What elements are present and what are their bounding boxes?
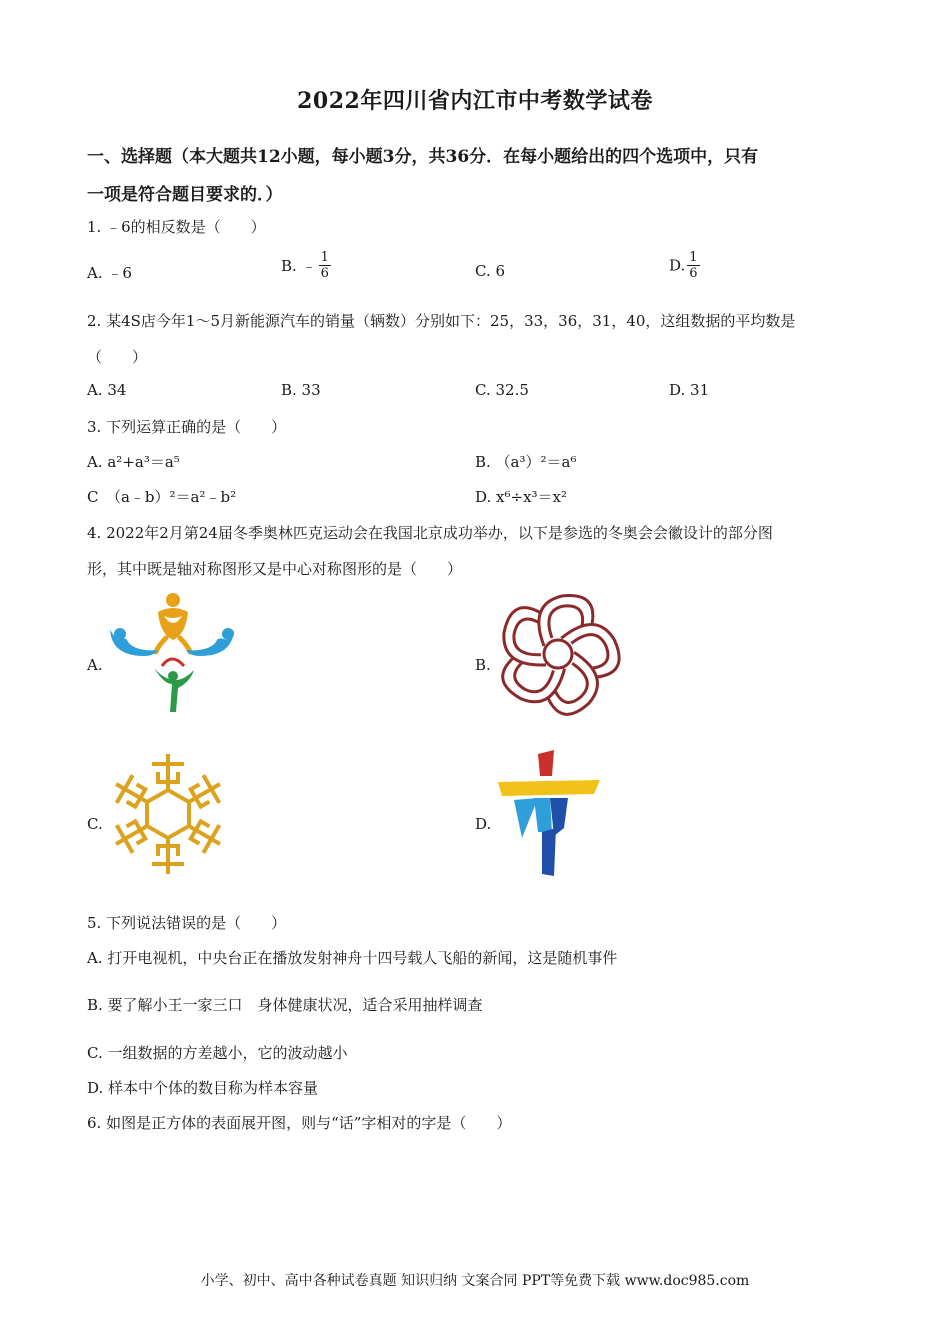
question-3-option-b: B. （a³）²＝a⁶ bbox=[475, 453, 577, 471]
question-1-option-d bbox=[669, 250, 700, 281]
page-footer: 小学、初中、高中各种试卷真题 知识归纳 文案合同 PPT等免费下载 www.doc985.com bbox=[200, 1273, 750, 1289]
question-2-stem-line2: （ ） bbox=[87, 348, 148, 366]
fraction-one-sixth-d bbox=[687, 250, 699, 281]
question-1-option-b bbox=[281, 250, 331, 281]
question-3-option-d: D. x⁶÷x³＝x² bbox=[475, 488, 568, 506]
question-5-option-d: D. 样本中个体的数目称为样本容量 bbox=[87, 1079, 319, 1097]
fraction-denominator: 6 bbox=[320, 266, 329, 281]
page-title: 2022年四川省内江市中考数学试卷 bbox=[297, 88, 653, 114]
question-2-option-b: B. 33 bbox=[281, 381, 321, 399]
question-4-option-c: C. bbox=[87, 815, 103, 833]
emblem-c-snowflake-icon bbox=[106, 752, 230, 876]
emblem-b-knot-icon bbox=[494, 590, 622, 718]
question-3-option-c: C （a﹣b）²＝a²﹣b² bbox=[87, 488, 237, 506]
question-4-stem-line2: 形，其中既是轴对称图形又是中心对称图形的是（ ） bbox=[87, 560, 463, 578]
section-heading-line1: 一、选择题（本大题共12小题，每小题3分，共36分．在每小题给出的四个选项中，只有 bbox=[87, 147, 759, 167]
question-2-option-a: A. 34 bbox=[87, 381, 127, 399]
question-4-option-d: D. bbox=[475, 815, 492, 833]
question-4-option-b: B. bbox=[475, 656, 491, 674]
fraction-numerator: 1 bbox=[320, 250, 329, 265]
question-1-option-c: C. 6 bbox=[475, 262, 506, 280]
fraction-one-sixth-b bbox=[319, 250, 331, 281]
fraction-numerator: 1 bbox=[689, 250, 698, 265]
question-4-stem-line1: 4. 2022年2月第24届冬季奥林匹克运动会在我国北京成功举办，以下是参选的冬奥会会徽设计的部分图 bbox=[87, 524, 773, 542]
question-6-stem: 6. 如图是正方体的表面展开图，则与“话”字相对的字是（ ） bbox=[87, 1114, 512, 1132]
question-2-stem-line1: 2. 某4S店今年1～5月新能源汽车的销量（辆数）分别如下：25，33，36，31，40，这组数据的平均数是 bbox=[87, 312, 796, 330]
question-3-stem: 3. 下列运算正确的是（ ） bbox=[87, 418, 287, 436]
option-d-prefix: D. bbox=[669, 256, 686, 275]
question-5-option-b: B. 要了解小王一家三口 身体健康状况，适合采用抽样调查 bbox=[87, 996, 483, 1014]
question-5-stem: 5. 下列说法错误的是（ ） bbox=[87, 914, 287, 932]
section-heading-line2: 一项是符合题目要求的．） bbox=[87, 185, 283, 205]
question-1-stem: 1. ﹣6的相反数是（ ） bbox=[87, 218, 266, 236]
question-3-option-a: A. a²+a³＝a⁵ bbox=[87, 453, 180, 471]
emblem-a-figures-icon bbox=[106, 590, 238, 716]
option-b-prefix: B. ﹣ bbox=[281, 257, 317, 275]
emblem-d-ribbon-icon bbox=[494, 748, 606, 880]
question-1-option-a: A. ﹣6 bbox=[87, 264, 132, 282]
question-5-option-c: C. 一组数据的方差越小，它的波动越小 bbox=[87, 1044, 348, 1062]
question-5-option-a: A. 打开电视机，中央台正在播放发射神舟十四号载人飞船的新闻，这是随机事件 bbox=[87, 949, 618, 967]
fraction-denominator: 6 bbox=[689, 266, 698, 281]
question-2-option-c: C. 32.5 bbox=[475, 381, 529, 399]
question-2-option-d: D. 31 bbox=[669, 381, 710, 399]
question-4-option-a: A. bbox=[87, 656, 103, 674]
